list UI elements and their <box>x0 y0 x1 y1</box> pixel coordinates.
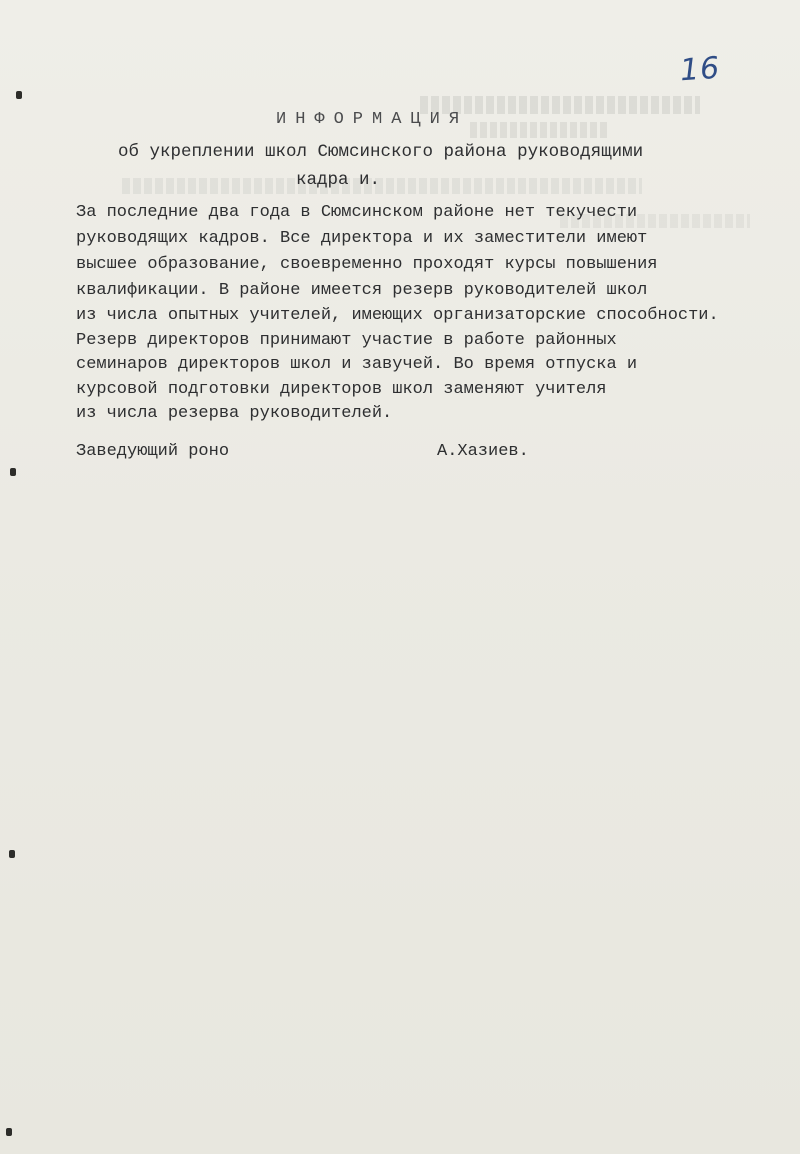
document-subtitle-line-2: кадра и. <box>296 170 381 190</box>
punch-hole-3 <box>9 850 15 858</box>
body-line-3: высшее образование, своевременно проходят курсы повышения <box>76 255 658 274</box>
body-line-7: семинаров директоров школ и завучей. Во время отпуска и <box>76 355 638 374</box>
page-number: 16 <box>678 50 722 89</box>
punch-hole-4 <box>6 1128 12 1136</box>
body-line-6: Резерв директоров принимают участие в работе районных <box>76 331 617 350</box>
document-title: ИНФОРМАЦИЯ <box>276 110 469 129</box>
bleed-through-text <box>122 178 642 194</box>
body-line-2: руководящих кадров. Все директора и их заместители имеют <box>76 229 648 248</box>
signature-name: А.Хазиев. <box>437 442 529 461</box>
body-line-5: из числа опытных учителей, имеющих организаторские способности. <box>76 306 719 325</box>
body-line-4: квалификации. В районе имеется резерв руководителей школ <box>76 281 648 300</box>
punch-hole-2 <box>10 468 16 476</box>
signature-title: Заведующий роно <box>76 442 230 461</box>
body-line-1: За последние два года в Сюмсинском районе нет текучести <box>76 203 638 222</box>
document-subtitle-line-1: об укреплении школ Сюмсинского района руководящими <box>118 142 644 162</box>
body-line-8: курсовой подготовки директоров школ заменяют учителя <box>76 380 607 399</box>
bleed-through-text <box>470 122 610 138</box>
punch-hole-1 <box>16 91 22 99</box>
body-line-9: из числа резерва руководителей. <box>76 404 393 423</box>
